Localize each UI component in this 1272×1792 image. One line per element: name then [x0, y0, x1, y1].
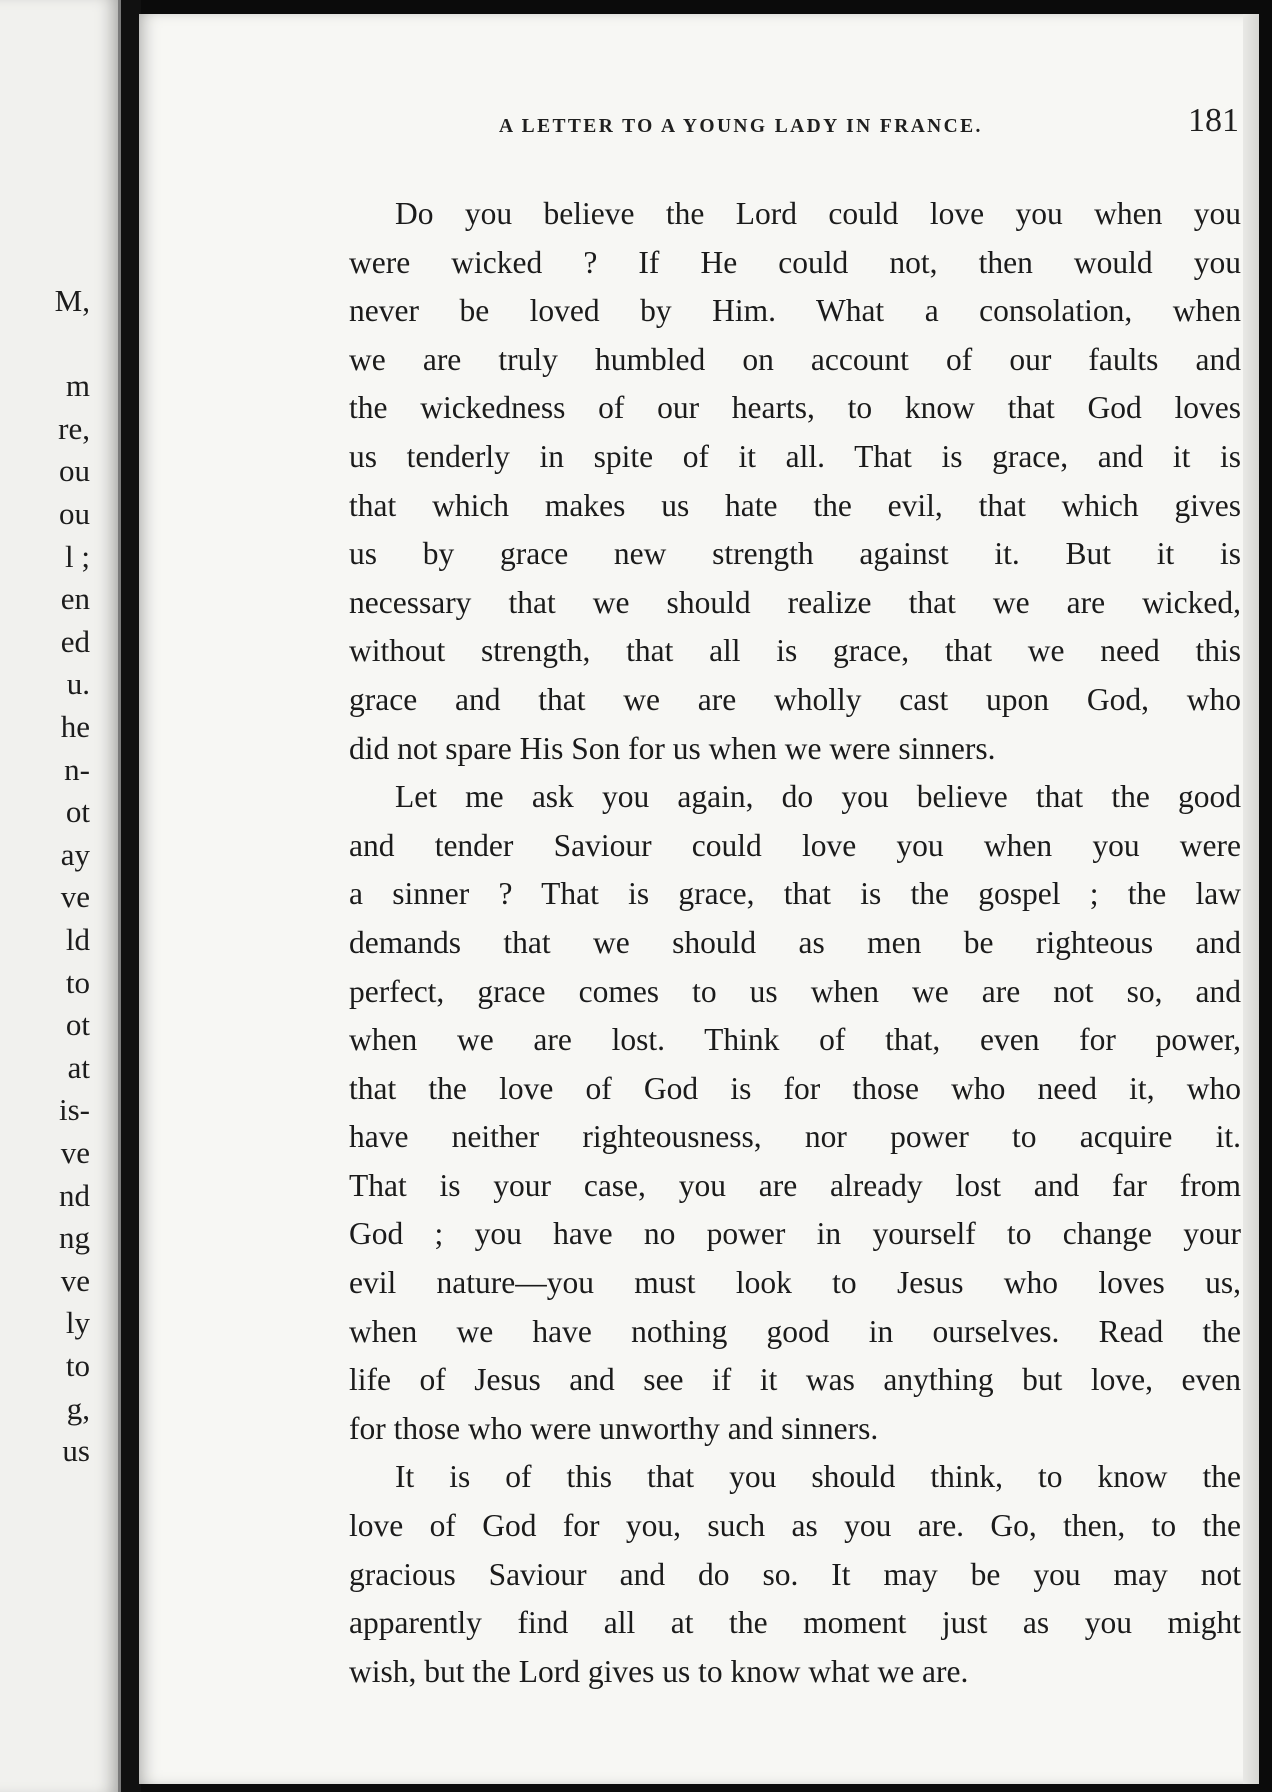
text-line: necessary that we should realize that we are wicked, — [349, 584, 1241, 620]
facing-page-line-fragment: he — [60, 709, 90, 744]
facing-page-line-fragment: n- — [64, 751, 90, 787]
text-line: a sinner ? That is grace, that is the gospel ; the law — [349, 876, 1241, 912]
book-page — [139, 14, 1259, 1784]
facing-page-line-fragment: ed — [60, 623, 90, 659]
running-title: A LETTER TO A YOUNG LADY IN FRANCE. — [499, 116, 983, 137]
facing-page-line-fragment: ng — [59, 1220, 90, 1256]
book-gutter — [121, 0, 141, 1792]
text-line: did not spare His Son for us when we were sinners. — [349, 730, 996, 766]
text-line: that the love of God is for those who need it, who — [349, 1070, 1241, 1106]
text-line: the wickedness of our hearts, to know that God loves — [349, 390, 1241, 426]
text-line: never be loved by Him. What a consolation, when — [349, 293, 1241, 329]
text-line: when we have nothing good in ourselves. Read the — [349, 1313, 1241, 1349]
text-line: demands that we should as men be righteous and — [349, 924, 1241, 960]
text-line: perfect, grace comes to us when we are not so, and — [349, 973, 1241, 1009]
facing-page-line-fragment: l ; — [65, 538, 90, 574]
text-line: life of Jesus and see if it was anything but love, even — [349, 1362, 1241, 1398]
page-edge — [1243, 14, 1259, 1784]
facing-page-line-fragment: m — [65, 368, 90, 404]
facing-page-line-fragment: re, — [58, 410, 90, 446]
facing-page-line-fragment: ay — [60, 836, 90, 872]
facing-page-line-fragment: ot — [65, 1007, 90, 1043]
text-line: were wicked ? If He could not, then would you — [349, 244, 1241, 280]
facing-page-line-fragment: g, — [66, 1390, 90, 1426]
text-line: without strength, that all is grace, that we need this — [349, 633, 1241, 669]
facing-page-line-fragment: ve — [60, 879, 90, 915]
facing-page-line-fragment: ly — [65, 1305, 90, 1341]
facing-page-line-fragment: to — [65, 1348, 90, 1383]
text-line: that which makes us hate the evil, that which gives — [349, 487, 1241, 523]
facing-page-line-fragment: M, — [54, 283, 90, 318]
facing-page-fragment — [0, 0, 121, 1792]
text-line: and tender Saviour could love you when you were — [349, 827, 1241, 863]
body-text — [349, 190, 1241, 1696]
paragraph — [349, 1453, 1241, 1696]
text-line: we are truly humbled on account of our faults and — [349, 341, 1241, 377]
facing-page-line-fragment: ld — [65, 922, 90, 957]
text-line: gracious Saviour and do so. It may be you may not — [349, 1556, 1241, 1592]
text-line: for those who were unworthy and sinners. — [349, 1410, 879, 1446]
text-line: when we are lost. Think of that, even for power, — [349, 1022, 1241, 1058]
text-line: That is your case, you are already lost and far from — [349, 1167, 1241, 1203]
facing-page-line-fragment: en — [60, 581, 90, 617]
facing-page-line-fragment: at — [67, 1049, 90, 1085]
page-header — [359, 102, 1239, 152]
text-line: grace and that we are wholly cast upon God, who — [349, 681, 1241, 717]
text-line: wish, but the Lord gives us to know what we are. — [349, 1653, 969, 1689]
facing-page-line-fragment: ve — [60, 1135, 90, 1170]
text-line: God ; you have no power in yourself to change your — [349, 1216, 1241, 1252]
facing-page-line-fragment: us — [62, 1433, 90, 1469]
text-line: It is of this that you should think, to know the — [395, 1459, 1241, 1495]
text-line: us tenderly in spite of it all. That is grace, and it is — [349, 438, 1241, 474]
text-line: Let me ask you again, do you believe that the good — [395, 779, 1241, 815]
text-line: have neither righteousness, nor power to acquire it. — [349, 1119, 1241, 1155]
facing-page-line-fragment: is- — [59, 1092, 90, 1128]
facing-page-line-fragment: nd — [59, 1177, 90, 1213]
text-line: love of God for you, such as you are. Go, then, to the — [349, 1508, 1241, 1544]
facing-page-line-fragment: ou — [59, 496, 90, 531]
facing-page-line-fragment: u. — [66, 666, 90, 702]
text-line: apparently find all at the moment just as you might — [349, 1605, 1241, 1641]
text-line: us by grace new strength against it. But it is — [349, 536, 1241, 572]
paragraph — [349, 190, 1241, 773]
facing-page-line-fragment: ot — [65, 794, 90, 830]
facing-page-line-endings — [0, 0, 118, 1792]
facing-page-line-fragment: to — [65, 964, 90, 1000]
paragraph — [349, 773, 1241, 1453]
text-line: Do you believe the Lord could love you when you — [395, 196, 1241, 231]
text-line: evil nature—you must look to Jesus who loves us, — [349, 1265, 1241, 1301]
facing-page-line-fragment: ve — [60, 1262, 90, 1298]
facing-page-line-fragment: ou — [59, 453, 90, 489]
page-number: 181 — [1188, 102, 1239, 139]
